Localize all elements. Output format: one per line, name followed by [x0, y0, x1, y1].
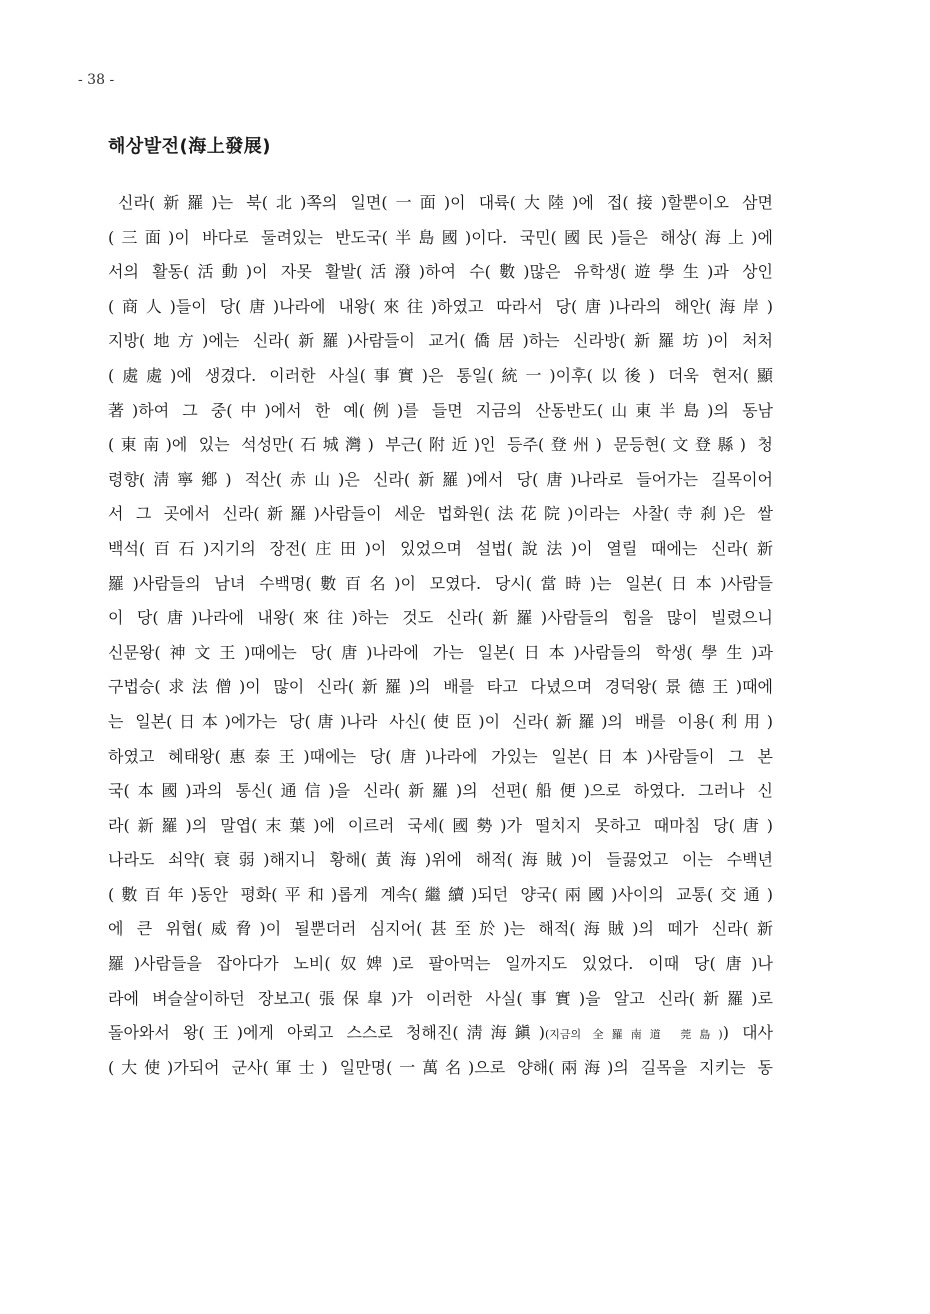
- text-line: (大使)가되어 군사(軍士) 일만명(一萬名)으로 양해(兩海)의 길목을 지키는 동: [108, 1057, 773, 1077]
- text-line: 羅)사람들을 잡아다가 노비(奴婢)로 팔아먹는 일까지도 있었다. 이때 당(唐)나: [108, 954, 773, 974]
- text-line: 지방(地方)에는 신라(新羅)사람들이 교거(僑居)하는 신라방(新羅坊)이 처처: [108, 331, 773, 351]
- text-line: 신라(新羅)는 북(北)쪽의 일면(一面)이 대륙(大陸)에 접(接)할뿐이오 삼면: [118, 193, 773, 212]
- text-line: 서 그 곳에서 신라(新羅)사람들이 세운 법화원(法花院)이라는 사찰(寺刹)은 쌀: [108, 504, 773, 524]
- text-line: [108, 1016, 773, 1051]
- text-line: (數百年)동안 평화(平和)롭게 계속(繼續)되던 양국(兩國)사이의 교통(交通): [108, 884, 773, 904]
- text-line: (處處)에 생겼다. 이러한 사실(事實)은 통일(統一)이후(以後) 더욱 현저(顯: [108, 365, 773, 385]
- text-line: 著)하여 그 중(中)에서 한 예(例)를 들면 지금의 산동반도(山東半島)의 동남: [108, 400, 773, 420]
- text-segment: ) 대사: [722, 1023, 773, 1043]
- text-line: 는 일본(日本)에가는 당(唐)나라 사신(使臣)이 신라(新羅)의 배를 이용(利用): [108, 711, 773, 731]
- text-line: 령향(淸寧鄕) 적산(赤山)은 신라(新羅)에서 당(唐)나라로 들어가는 길목이어: [108, 469, 773, 489]
- location-note: (지금의 全羅南道 莞島): [544, 1028, 723, 1042]
- page-number: - 38 -: [78, 72, 115, 88]
- text-line: 이 당(唐)나라에 내왕(來往)하는 것도 신라(新羅)사람들의 힘을 많이 빌렸으니: [108, 608, 773, 628]
- text-line: 하였고 혜태왕(惠泰王)때에는 당(唐)나라에 가있는 일본(日本)사람들이 그 본: [108, 746, 773, 766]
- text-segment: 돌아와서 왕(王)에게 아뢰고 스스로 청해진(淸海鎭): [108, 1023, 545, 1043]
- text-line: 에 큰 위협(威脅)이 될뿐더러 심지어(甚至於)는 해적(海賊)의 떼가 신라(新: [108, 919, 773, 939]
- body-paragraph: [108, 186, 773, 1085]
- text-line: 국(本國)과의 통신(通信)을 신라(新羅)의 선편(船便)으로 하였다. 그러나 신: [108, 781, 773, 801]
- text-line: 백석(百石)지기의 장전(庄田)이 있었으며 설법(說法)이 열릴 때에는 신라(新: [108, 538, 773, 558]
- text-line: 羅)사람들의 남녀 수백명(數百名)이 모였다. 당시(當時)는 일본(日本)사람들: [108, 573, 773, 593]
- section-heading: 해상발전(海上發展): [108, 136, 272, 157]
- text-line: (三面)이 바다로 둘려있는 반도국(半島國)이다. 국민(國民)들은 해상(海上)에: [108, 227, 773, 247]
- text-line: 신문왕(神文王)때에는 당(唐)나라에 가는 일본(日本)사람들의 학생(學生)과: [108, 642, 773, 662]
- text-line: 나라도 쇠약(衰弱)해지니 황해(黃海)위에 해적(海賊)이 들끓었고 이는 수백년: [108, 850, 773, 870]
- text-line: 라(新羅)의 말엽(末葉)에 이르러 국세(國勢)가 떨치지 못하고 때마침 당(唐): [108, 815, 773, 835]
- text-line: 서의 활동(活動)이 자못 활발(活潑)하여 수(數)많은 유학생(遊學生)과 상인: [108, 262, 773, 282]
- text-line: 구법승(求法僧)이 많이 신라(新羅)의 배를 타고 다녔으며 경덕왕(景德王)때에: [108, 677, 773, 697]
- text-line: 라에 벼슬살이하던 장보고(張保皐)가 이러한 사실(事實)을 알고 신라(新羅)로: [108, 988, 773, 1008]
- text-line: (商人)들이 당(唐)나라에 내왕(來往)하였고 따라서 당(唐)나라의 해안(海岸): [108, 296, 773, 316]
- text-line: (東南)에 있는 석성만(石城灣) 부근(附近)인 등주(登州) 문등현(文登縣) 청: [108, 435, 773, 455]
